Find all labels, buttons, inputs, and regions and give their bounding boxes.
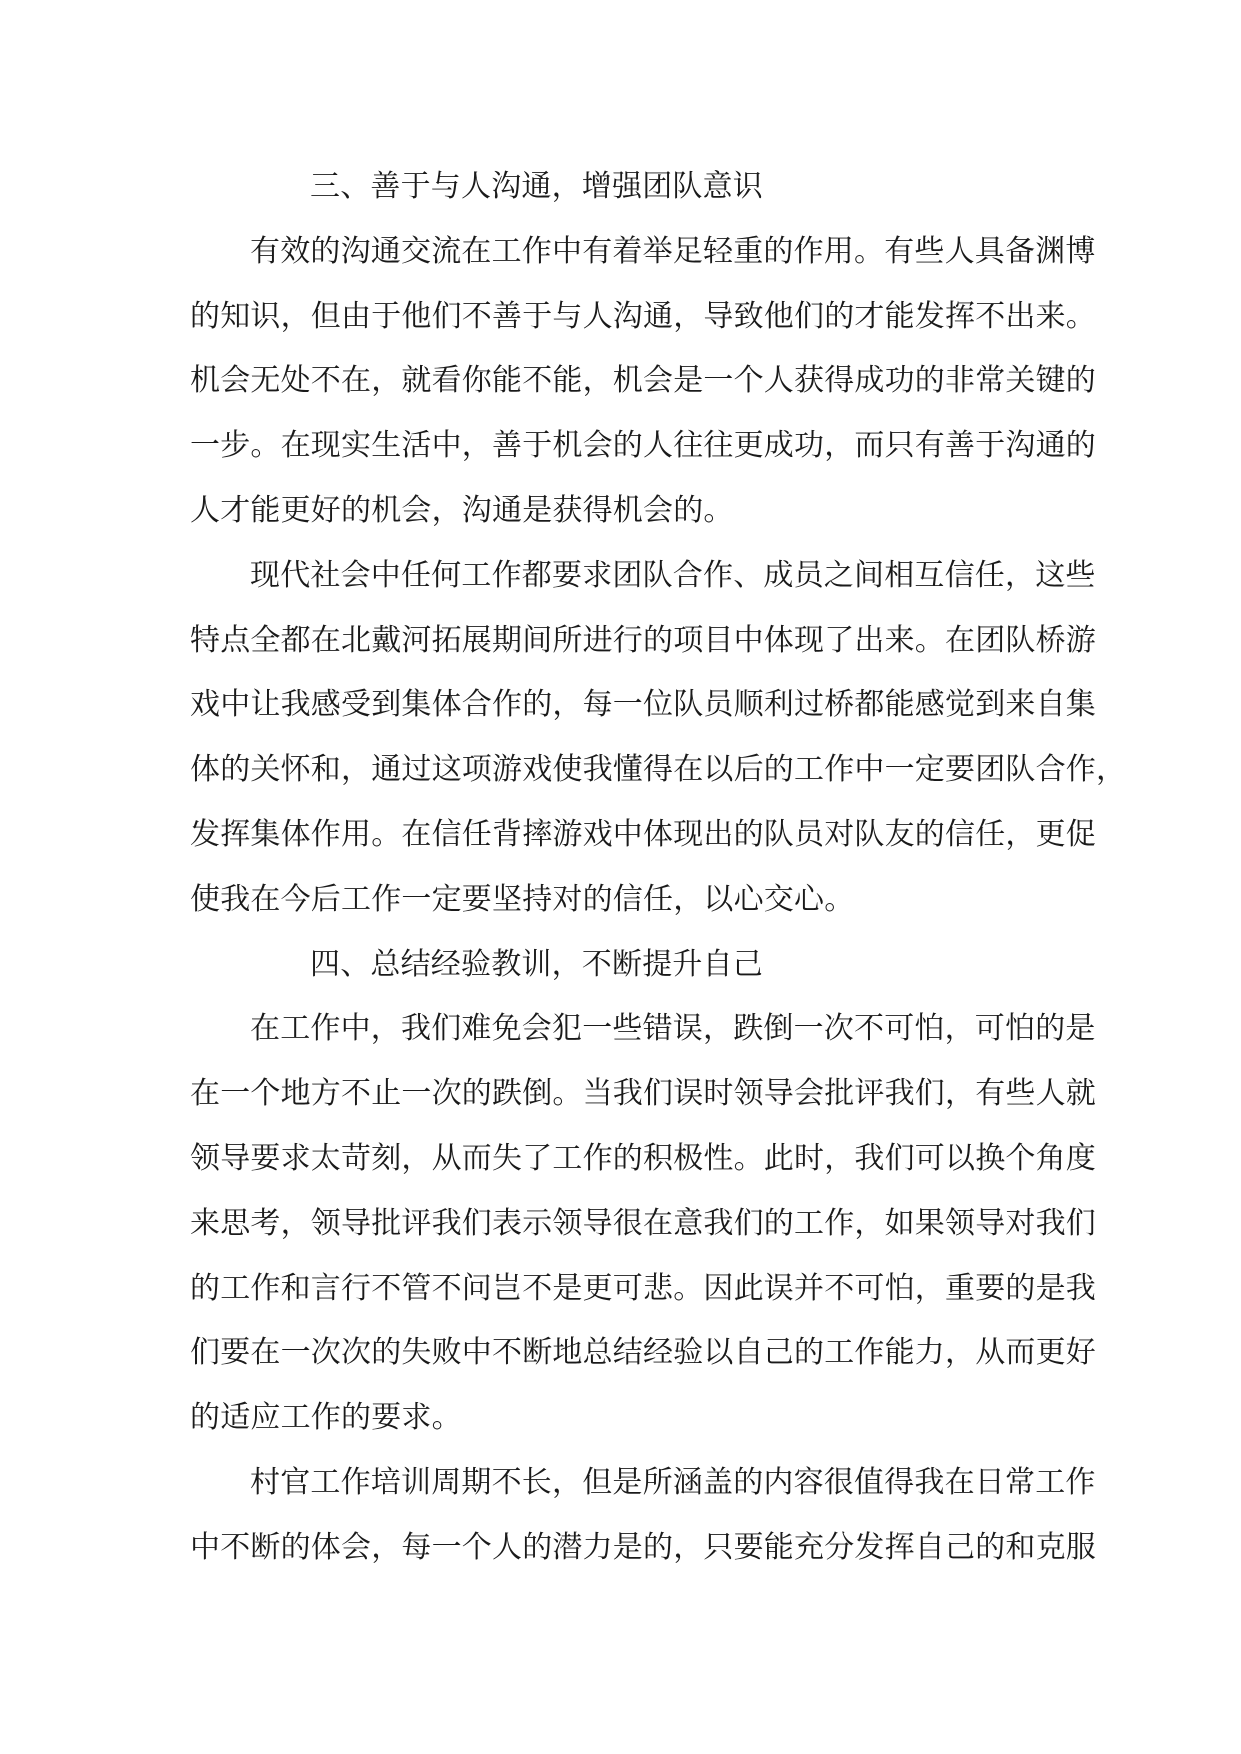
text-line: 中不断的体会，每一个人的潜力是的，只要能充分发挥自己的和克服: [190, 1529, 1096, 1565]
text-line: 体的关怀和，通过这项游戏使我懂得在以后的工作中一定要团队合作，: [190, 752, 1127, 788]
text-line: 领导要求太苛刻，从而失了工作的积极性。此时，我们可以换个角度: [190, 1140, 1096, 1176]
text-line: 在一个地方不止一次的跌倒。当我们误时领导会批评我们，有些人就: [190, 1076, 1096, 1112]
text-line: 特点全都在北戴河拓展期间所进行的项目中体现了出来。在团队桥游: [190, 622, 1096, 658]
text-line: 的知识，但由于他们不善于与人沟通，导致他们的才能发挥不出来。: [190, 298, 1096, 334]
text-line: 发挥集体作用。在信任背摔游戏中体现出的队员对队友的信任，更促: [190, 816, 1096, 852]
paragraph-training: [190, 1451, 1096, 1581]
text-line: 现代社会中任何工作都要求团队合作、成员之间相互信任，这些: [250, 557, 1096, 593]
text-line: 的适应工作的要求。: [190, 1400, 462, 1436]
text-line: 的工作和言行不管不问岂不是更可悲。因此误并不可怕，重要的是我: [190, 1270, 1096, 1306]
text-line: 来思考，领导批评我们表示领导很在意我们的工作，如果领导对我们: [190, 1205, 1096, 1241]
section-heading-four: [190, 933, 1052, 998]
text-line: 使我在今后工作一定要坚持对的信任，以心交心。: [190, 881, 855, 917]
text-line: 人才能更好的机会，沟通是获得机会的。: [190, 492, 734, 528]
text-line: 戏中让我感受到集体合作的，每一位队员顺利过桥都能感觉到来自集: [190, 687, 1096, 723]
text-line: 们要在一次次的失败中不断地总结经验以自己的工作能力，从而更好: [190, 1335, 1096, 1371]
text-line: 有效的沟通交流在工作中有着举足轻重的作用。有些人具备渊博: [250, 233, 1096, 269]
text-line: 机会无处不在，就看你能不能，机会是一个人获得成功的非常关键的: [190, 363, 1096, 399]
paragraph-lessons: [190, 997, 1096, 1451]
text-line: 四、总结经验教训，不断提升自己: [310, 946, 763, 982]
text-line: 三、善于与人沟通，增强团队意识: [310, 169, 763, 204]
paragraph-communication: [190, 220, 1096, 544]
paragraph-teamwork: [190, 544, 1127, 933]
text-line: 在工作中，我们难免会犯一些错误，跌倒一次不可怕，可怕的是: [250, 1011, 1096, 1047]
section-heading-three: [190, 155, 1052, 220]
text-line: 一步。在现实生活中，善于机会的人往往更成功，而只有善于沟通的: [190, 428, 1096, 464]
document-body: [190, 155, 1127, 1581]
text-line: 村官工作培训周期不长，但是所涵盖的内容很值得我在日常工作: [250, 1464, 1096, 1500]
